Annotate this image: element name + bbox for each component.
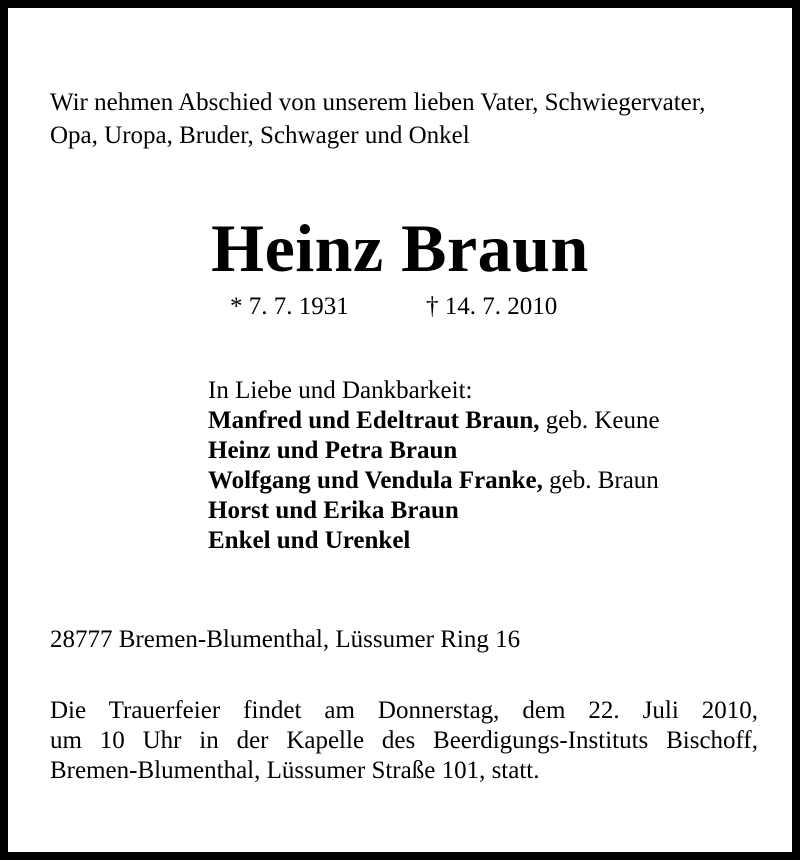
mourner-names: Wolfgang und Vendula Franke,	[208, 467, 543, 494]
mourner-row	[208, 496, 788, 526]
mourner-names: Horst und Erika Braun	[208, 497, 459, 524]
intro-line: Wir nehmen Abschied von unserem lieben Vater, Schwiegervater,	[50, 89, 706, 116]
funeral-details	[50, 696, 758, 786]
birth-date: * 7. 7. 1931	[230, 293, 349, 320]
mourner-row	[208, 406, 788, 436]
mourner-names: Manfred und Edeltraut Braun,	[208, 407, 540, 434]
death-date: † 14. 7. 2010	[426, 293, 558, 320]
mourner-note: geb. Keune	[539, 407, 660, 434]
family-address: 28777 Bremen-Blumenthal, Lüssumer Ring 16	[50, 626, 521, 653]
funeral-line: Die Trauerfeier findet am Donnerstag, dem 22. Juli 2010,	[50, 697, 758, 724]
intro-line: Opa, Uropa, Bruder, Schwager und Onkel	[50, 122, 470, 149]
mourner-row	[208, 466, 788, 496]
mourner-note: geb. Braun	[542, 467, 659, 494]
mourners-block	[208, 376, 788, 556]
mourner-row	[208, 436, 788, 466]
mourner-row	[208, 526, 788, 556]
mourner-names: Enkel und Urenkel	[208, 527, 411, 554]
mourners-heading: In Liebe und Dankbarkeit:	[208, 377, 473, 404]
intro-text	[50, 86, 770, 152]
funeral-line: Bremen-Blumenthal, Lüssumer Straße 101, statt.	[50, 757, 540, 784]
funeral-line: um 10 Uhr in der Kapelle des Beerdigungs-Instituts Bischoff,	[50, 727, 758, 754]
deceased-name: Heinz Braun	[211, 210, 589, 286]
mourner-names: Heinz und Petra Braun	[208, 437, 458, 464]
